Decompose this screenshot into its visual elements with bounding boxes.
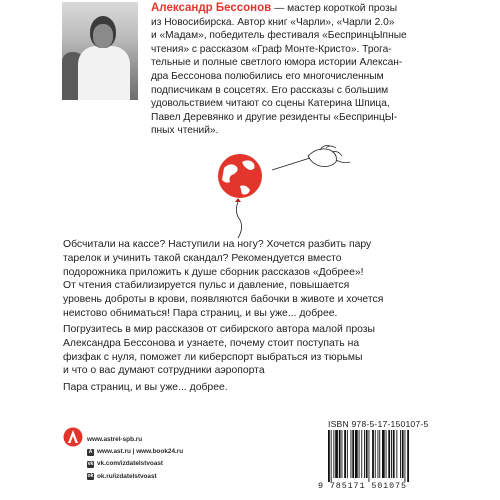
photo-shirt — [78, 46, 130, 100]
bio-line: удовольствием читают со сцены Катерина Шпица, — [151, 98, 390, 110]
paragraph-line: физфак с нуля, поможет ли киберспорт выбраться из тюрьмы — [63, 351, 363, 363]
author-photo — [62, 2, 138, 100]
bio-line: и «Мадам», победитель фестиваля «БеспринцЫпные — [151, 30, 407, 42]
ok-icon: ok — [87, 473, 94, 480]
barcode-icon — [326, 430, 444, 482]
bio-line: из Новосибирска. Автор книг «Чарли», «Чарли 2.0» — [151, 16, 395, 28]
paragraph-line: Пара страниц, и вы уже... добрее. — [63, 382, 228, 393]
link-text[interactable]: www.ast.ru | www.book24.ru — [97, 448, 184, 456]
publisher-logo-icon — [63, 426, 83, 448]
paragraph-line: Александра Бессонова и узнаете, почему стоит поступать на — [63, 337, 360, 349]
paragraph-line: Погрузитесь в мир рассказов от сибирского автора малой прозы — [63, 324, 376, 335]
paragraph-1 — [63, 238, 443, 321]
vk-icon: vk — [87, 460, 94, 467]
link-text[interactable]: ok.ru/izdatelstvoast — [97, 472, 157, 480]
paragraph-line: Обсчитали на кассе? Наступили на ногу? Хочется разбить пару — [63, 239, 372, 250]
bio-line: дра Бессонова полюбились его многочисленным — [151, 70, 384, 82]
author-bio — [151, 2, 451, 138]
paragraph-line: подорожника приложить к душе сборник рассказов «Добрее»! — [63, 266, 364, 278]
bio-line: тельные и полные светлого юмора истории Алексан- — [151, 57, 403, 69]
link-text[interactable]: vk.com/izdatelstvoast — [97, 460, 164, 468]
bio-line: подписчикам в соцсетях. Его рассказы с большим — [151, 84, 389, 96]
paragraph-line: и что о вас думают сотрудники аэропорта — [63, 365, 265, 377]
author-name: Александр Бессонов — [151, 2, 272, 14]
balloon-icon — [218, 154, 262, 238]
bio-line: чтения» с рассказом «Граф Монте-Кристо». Трога- — [151, 43, 392, 55]
ast-icon: А — [88, 448, 93, 455]
publisher-main-site[interactable] — [87, 434, 183, 446]
barcode-digits: 9 785171 501075 — [318, 481, 407, 491]
paragraph-line: тарелок и учинить такой скандал? Рекомендуется вместо — [63, 252, 342, 264]
bio-line: пных чтений». — [151, 125, 219, 137]
paragraph-2 — [63, 323, 443, 378]
bio-line: Павел Деревянко и другие резиденты «БеспринцЫ- — [151, 111, 398, 123]
bio-line-0: — мастер короткой прозы — [271, 3, 398, 14]
hand-with-needle-icon — [272, 146, 350, 171]
paragraph-line: уровень доброты в крови, появляются бабочки в животе и хочется — [63, 294, 384, 306]
balloon-globe-illustration — [180, 140, 350, 240]
paragraph-line: От чтения стабилизируется пульс и давление, повышается — [63, 280, 350, 292]
paragraph-line: неистово обниматься! Пара страниц, и вы уже... добрее. — [63, 307, 338, 319]
isbn-text: ISBN 978-5-17-150107-5 — [328, 419, 429, 429]
bio-first-line — [151, 2, 451, 16]
publisher-link-row[interactable] — [87, 471, 183, 483]
publisher-links — [87, 434, 183, 483]
site-main-text[interactable]: www.astrel-spb.ru — [87, 436, 143, 443]
publisher-link-row[interactable] — [87, 458, 183, 470]
publisher-link-row[interactable] — [87, 446, 183, 458]
photo-face — [93, 24, 113, 48]
paragraph-3 — [63, 381, 443, 395]
